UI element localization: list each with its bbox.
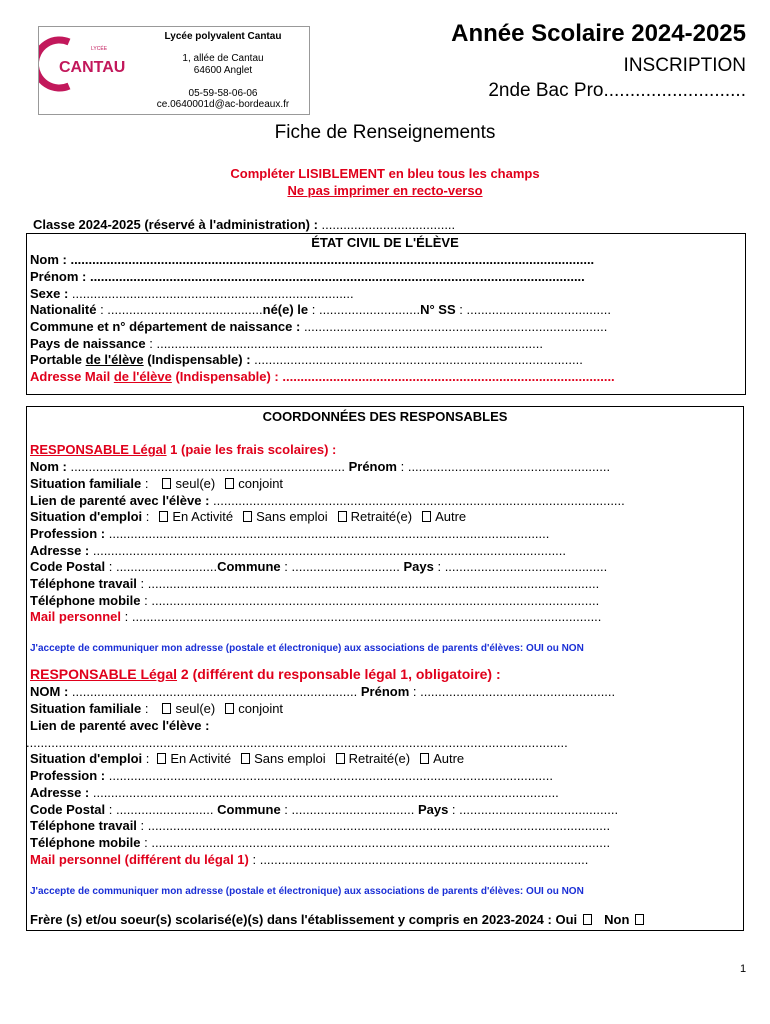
label: Pays — [417, 802, 449, 817]
checkbox-conjoint[interactable] — [225, 478, 234, 489]
label: Sans emploi — [256, 509, 328, 524]
dots: : .................................................................................................................................. — [121, 609, 602, 624]
label: NOM : — [30, 684, 69, 699]
resp1-lien-field[interactable] — [30, 493, 625, 509]
label: Situation d'emploi — [30, 751, 143, 766]
label: Prénom : — [30, 269, 87, 284]
dots: : ........................... — [105, 802, 214, 817]
label: Nationalité — [30, 302, 97, 317]
school-address-2: 64600 Anglet — [193, 65, 253, 76]
form-title: Fiche de Renseignements — [274, 122, 496, 143]
dots: : .................................. — [280, 802, 415, 817]
dots: ................................................................................................................................................. — [66, 252, 595, 267]
eleve-commune-field[interactable] — [30, 319, 607, 335]
dots: ................................................................................................................................. — [89, 785, 559, 800]
dots: : ............................................................................................................................. — [136, 576, 600, 591]
label: Code Postal — [30, 559, 106, 574]
checkbox-seul[interactable] — [162, 478, 171, 489]
label: : — [141, 476, 149, 491]
dots: ......................................................................................................................................... — [86, 269, 585, 284]
label: de l'élève — [85, 352, 144, 367]
checkbox-conjoint[interactable] — [225, 703, 234, 714]
label: : — [142, 509, 150, 524]
label: Mail personnel (différent du légal 1) — [30, 852, 249, 867]
label: Adresse : — [30, 543, 90, 558]
classe-dots: ..................................... — [317, 217, 456, 232]
dots: : ........................................... — [96, 302, 263, 317]
label: Situation d'emploi — [30, 509, 143, 524]
dots: ............................................................................................ — [278, 369, 615, 384]
label: conjoint — [238, 476, 284, 491]
label: Lien de parenté avec l'élève : — [30, 493, 210, 508]
resp2-cp-row[interactable] — [30, 802, 618, 818]
label: Nom : — [30, 459, 67, 474]
label: Retraité(e) — [348, 751, 411, 766]
resp2-title — [30, 666, 501, 682]
label: Commune et n° département de naissance : — [30, 319, 301, 334]
label: : — [141, 701, 149, 716]
label: Code Postal — [30, 802, 106, 817]
checkbox-non[interactable] — [635, 914, 644, 925]
dots: : ........................................................................................................... — [145, 336, 543, 351]
svg-text:LYCÉE: LYCÉE — [91, 46, 108, 52]
eleve-section-title: ÉTAT CIVIL DE L'ÉLÈVE — [311, 235, 459, 250]
label: Prénom — [348, 459, 397, 474]
checkbox-retraite[interactable] — [336, 753, 345, 764]
instruction-no-duplex: Ne pas imprimer en recto-verso — [287, 183, 483, 198]
label: : — [142, 751, 150, 766]
label: Téléphone travail — [30, 818, 137, 833]
resp1-tel-mobile-field[interactable] — [30, 593, 599, 609]
label: Frère (s) et/ou soeur(s) scolarisé(e)(s) dans l'établissement y compris en 2023-2024 : Oui — [30, 912, 578, 927]
label: Téléphone mobile — [30, 593, 141, 608]
dots: : ........................................ — [455, 302, 611, 317]
label: N° SS — [420, 302, 456, 317]
dots: .......................................................................................................................... — [105, 526, 550, 541]
instruction-legibly: Compléter LISIBLEMENT en bleu tous les champs — [230, 166, 540, 181]
label: Autre — [435, 509, 467, 524]
label: seul(e) — [175, 476, 216, 491]
dots: : ............................................ — [448, 802, 619, 817]
label: Pays — [403, 559, 434, 574]
label: Autre — [433, 751, 465, 766]
dots: : ........................................................................................... — [248, 852, 589, 867]
school-name: Lycée polyvalent Cantau — [164, 31, 282, 42]
resp2-mail-field[interactable] — [30, 852, 588, 868]
checkbox-sans-emploi[interactable] — [243, 511, 252, 522]
label: de l'élève — [113, 369, 172, 384]
level-field[interactable]: 2nde Bac Pro........................... — [488, 80, 746, 101]
label: (Indispensable) : — [143, 352, 251, 367]
dots: ........................................................................................... — [250, 352, 583, 367]
checkbox-activite[interactable] — [159, 511, 168, 522]
label: Retraité(e) — [350, 509, 413, 524]
dots: : ............................................................................................................................... — [140, 835, 611, 850]
label: 2 (différent du responsable légal 1, obligatoire) : — [177, 666, 501, 682]
resp2-tel-travail-field[interactable] — [30, 818, 610, 834]
resp2-tel-mobile-field[interactable] — [30, 835, 610, 851]
resp2-nom-row[interactable] — [30, 684, 615, 700]
label: (Indispensable) : — [171, 369, 279, 384]
label: Commune — [217, 802, 281, 817]
school-address-1: 1, allée de Cantau — [182, 53, 264, 64]
label: Situation familiale — [30, 476, 142, 491]
dots: .................................................................................................................. — [209, 493, 625, 508]
resp2-lien-dots[interactable]: ...................................................................................................................................................... — [26, 735, 568, 750]
school-phone: 05-59-58-06-06 — [188, 88, 258, 99]
dots: : ........................................................ — [397, 459, 611, 474]
label: Adresse : — [30, 785, 90, 800]
eleve-prenom-field[interactable] — [30, 269, 585, 285]
eleve-pays-field[interactable] — [30, 336, 543, 352]
checkbox-sans-emploi[interactable] — [241, 753, 250, 764]
label: RESPONSABLE Légal — [30, 442, 167, 457]
page-number: 1 — [740, 963, 747, 975]
resp1-title — [30, 442, 336, 458]
label: Sexe : — [30, 286, 69, 301]
school-year-title: Année Scolaire 2024-2025 — [451, 20, 746, 47]
dots: : ............................................................................................................................ — [140, 593, 600, 608]
school-email: ce.0640001d@ac-bordeaux.fr — [156, 99, 290, 110]
resp1-adresse-field[interactable] — [30, 543, 566, 559]
label: Situation familiale — [30, 701, 142, 716]
checkbox-seul[interactable] — [162, 703, 171, 714]
label: conjoint — [238, 701, 284, 716]
dots: .............................................................................. — [68, 286, 354, 301]
label: Commune — [217, 559, 281, 574]
dots: : ............................ — [105, 559, 218, 574]
eleve-mail-field[interactable] — [30, 369, 615, 385]
label: Sans emploi — [254, 751, 326, 766]
resp2-situation-emploi — [30, 751, 464, 767]
label: En Activité — [170, 751, 232, 766]
resp2-adresse-field[interactable] — [30, 785, 559, 801]
resp2-profession-field[interactable] — [30, 768, 553, 784]
classe-label: Classe 2024-2025 (réservé à l'administration) : — [33, 217, 318, 232]
label: Téléphone travail — [30, 576, 137, 591]
resp1-tel-travail-field[interactable] — [30, 576, 599, 592]
inscription-label: INSCRIPTION — [623, 55, 746, 76]
classe-field[interactable] — [33, 217, 455, 233]
resp2-lien-label: Lien de parenté avec l'élève : — [30, 718, 210, 733]
resp1-situation-emploi — [30, 509, 466, 525]
dots: : ...................................................... — [409, 684, 616, 699]
freres-soeurs-question — [30, 912, 648, 928]
label: né(e) le — [262, 302, 309, 317]
resp2-situation-familiale — [30, 701, 283, 717]
label: Profession : — [30, 526, 106, 541]
resp1-consent[interactable]: J'accepte de communiquer mon adresse (postale et électronique) aux associations de parents d'élèves: OUI ou NON — [30, 643, 584, 654]
label: 1 (paie les frais scolaires) : — [166, 442, 337, 457]
eleve-portable-field[interactable] — [30, 352, 583, 368]
dots: ............................................................................ — [66, 459, 345, 474]
responsables-title: COORDONNÉES DES RESPONSABLES — [262, 409, 508, 424]
label: Pays de naissance — [30, 336, 146, 351]
dots: : .............................. — [280, 559, 400, 574]
label: En Activité — [172, 509, 234, 524]
dots: : ............................................. — [433, 559, 608, 574]
checkbox-retraite[interactable] — [338, 511, 347, 522]
svg-text:CANTAU: CANTAU — [59, 59, 125, 76]
label: Mail personnel — [30, 609, 122, 624]
checkbox-activite[interactable] — [157, 753, 166, 764]
eleve-nationalite-row[interactable] — [30, 302, 611, 318]
label: Non — [604, 912, 630, 927]
label: RESPONSABLE Légal — [30, 666, 178, 682]
dots: : ................................................................................................................................ — [136, 818, 611, 833]
label: Adresse Mail — [30, 369, 114, 384]
checkbox-oui[interactable] — [583, 914, 592, 925]
checkbox-autre[interactable] — [420, 753, 429, 764]
dots: .................................................................................... — [300, 319, 608, 334]
label: Profession : — [30, 768, 106, 783]
resp2-consent[interactable]: J'accepte de communiquer mon adresse (postale et électronique) aux associations de parents d'élèves: OUI ou NON — [30, 886, 584, 897]
cantau-logo — [39, 36, 125, 92]
label: Téléphone mobile — [30, 835, 141, 850]
resp1-nom-row[interactable] — [30, 459, 610, 475]
label: seul(e) — [175, 701, 216, 716]
dots: ................................................................................................................................... — [89, 543, 567, 558]
eleve-sexe-field[interactable] — [30, 286, 354, 302]
eleve-nom-field[interactable] — [30, 252, 594, 268]
checkbox-autre[interactable] — [422, 511, 431, 522]
dots: : ............................ — [308, 302, 421, 317]
resp1-profession-field[interactable] — [30, 526, 549, 542]
label: Nom : — [30, 252, 67, 267]
resp1-cp-row[interactable] — [30, 559, 607, 575]
resp1-mail-field[interactable] — [30, 609, 601, 625]
dots: ............................................................................... — [68, 684, 358, 699]
label: Prénom — [360, 684, 410, 699]
label: Portable — [30, 352, 86, 367]
dots: ........................................................................................................................... — [105, 768, 553, 783]
resp1-situation-familiale — [30, 476, 283, 492]
